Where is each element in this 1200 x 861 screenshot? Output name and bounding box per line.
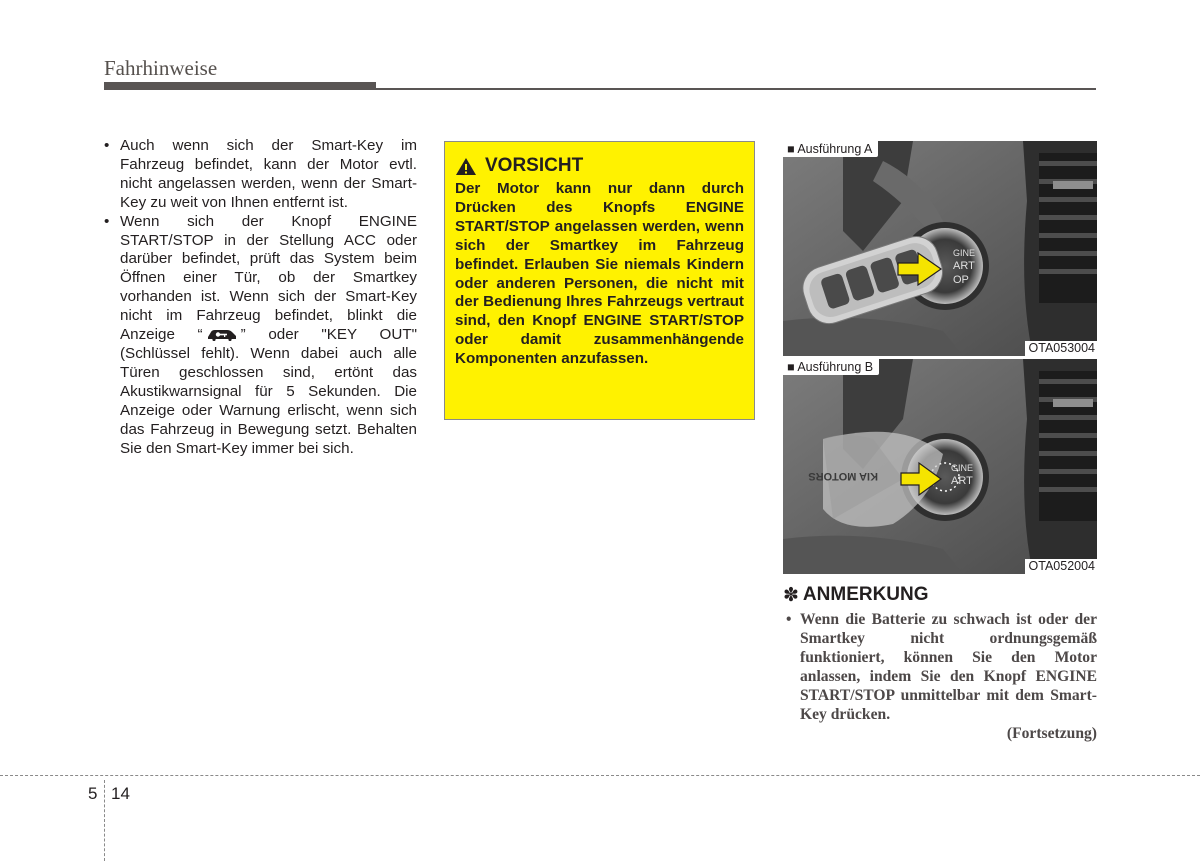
page-header-title: Fahrhinweise: [104, 56, 218, 80]
figure-version-a: [783, 141, 1097, 356]
button-label-line: GINE: [953, 248, 976, 258]
left-column-text: [103, 137, 417, 458]
header-rule-thin: [376, 88, 1096, 90]
smart-key-at-button-illustration: [783, 141, 1097, 356]
bullet-item: • Auch wenn sich der Smart-Key im Fahrzeug befindet, kann der Motor evtl. nicht angelassen werden, wenn der Smart-Key zu weit von Ihnen entfernt ist.: [103, 137, 417, 213]
button-label-line: OP: [953, 274, 969, 286]
footer-divider: [0, 775, 1200, 776]
caution-header: [455, 155, 744, 177]
figure-code: OTA053004: [1025, 341, 1097, 356]
footer-vertical-divider: [104, 780, 105, 861]
note-item: • Wenn die Batterie zu schwach ist oder der Smartkey nicht ordnungsgemäß funktioniert, können Sie den Motor anlassen, indem Sie den Knopf ENGINE START/STOP unmittelbar mit dem Smart-Key drücken.: [783, 610, 1097, 724]
figure-label: ■ Ausführung A: [783, 141, 878, 157]
button-label-line: ART: [953, 260, 975, 272]
key-brand-text: KIA MOTORS: [808, 470, 878, 482]
air-vent: [1039, 371, 1097, 521]
button-label-line: GINE: [951, 463, 974, 473]
warning-triangle-icon: [455, 157, 477, 176]
note-header: [783, 584, 1097, 606]
bullet-text-part: ” oder "KEY OUT" (Schlüssel fehlt). Wenn dabei auch alle Türen geschlossen sind, ertönt das Akustikwarnsignal für 5 Sekunden. Die Anzeige oder Warnung erlischt, wenn sich das Fahrzeug in Bewegung setzt. Behalten Sie den Smart-Key immer bei sich.: [120, 326, 417, 457]
air-vent: [1039, 153, 1097, 303]
chapter-number: 5: [88, 784, 98, 803]
note-title: ANMERKUNG: [802, 584, 929, 605]
note-section: [783, 584, 1097, 743]
bullet-item: [103, 213, 417, 459]
button-label-line: ART: [951, 475, 973, 487]
note-star-icon: ✽: [783, 584, 799, 606]
smart-key-near-button-illustration: [783, 359, 1097, 574]
figure-code: OTA052004: [1025, 559, 1097, 574]
bullet-text-part: Wenn sich der Knopf ENGINE START/STOP in der Stellung ACC oder darüber befindet, prüft das System beim Öffnen einer Tür, ob der Smartkey vorhanden ist. Wenn sich der Smart-Key nicht im Fahrzeug befindet, blinkt die Anzeige “: [120, 212, 417, 344]
page-number: 14: [111, 784, 130, 803]
bullet-list: [103, 137, 417, 458]
header-rule-thick: [104, 82, 376, 90]
caution-box: [444, 141, 755, 420]
figure-version-b: [783, 359, 1097, 574]
note-list: [783, 610, 1097, 724]
caution-title: VORSICHT: [485, 155, 584, 176]
figure-label: ■ Ausführung B: [783, 359, 879, 375]
caution-text: Der Motor kann nur dann durch Drücken des Knopfs ENGINE START/STOP angelassen werden, wenn sich der Smartkey im Fahrzeug befindet. Erlauben Sie niemals Kindern oder anderen Personen, die nicht mit der Bedienung Ihres Fahrzeugs vertraut sind, den Knopf ENGINE START/STOP oder damit zusammenhängende Komponenten anzufassen.: [455, 180, 744, 368]
continuation-label: (Fortsetzung): [1006, 725, 1097, 742]
key-out-icon: [205, 328, 239, 341]
